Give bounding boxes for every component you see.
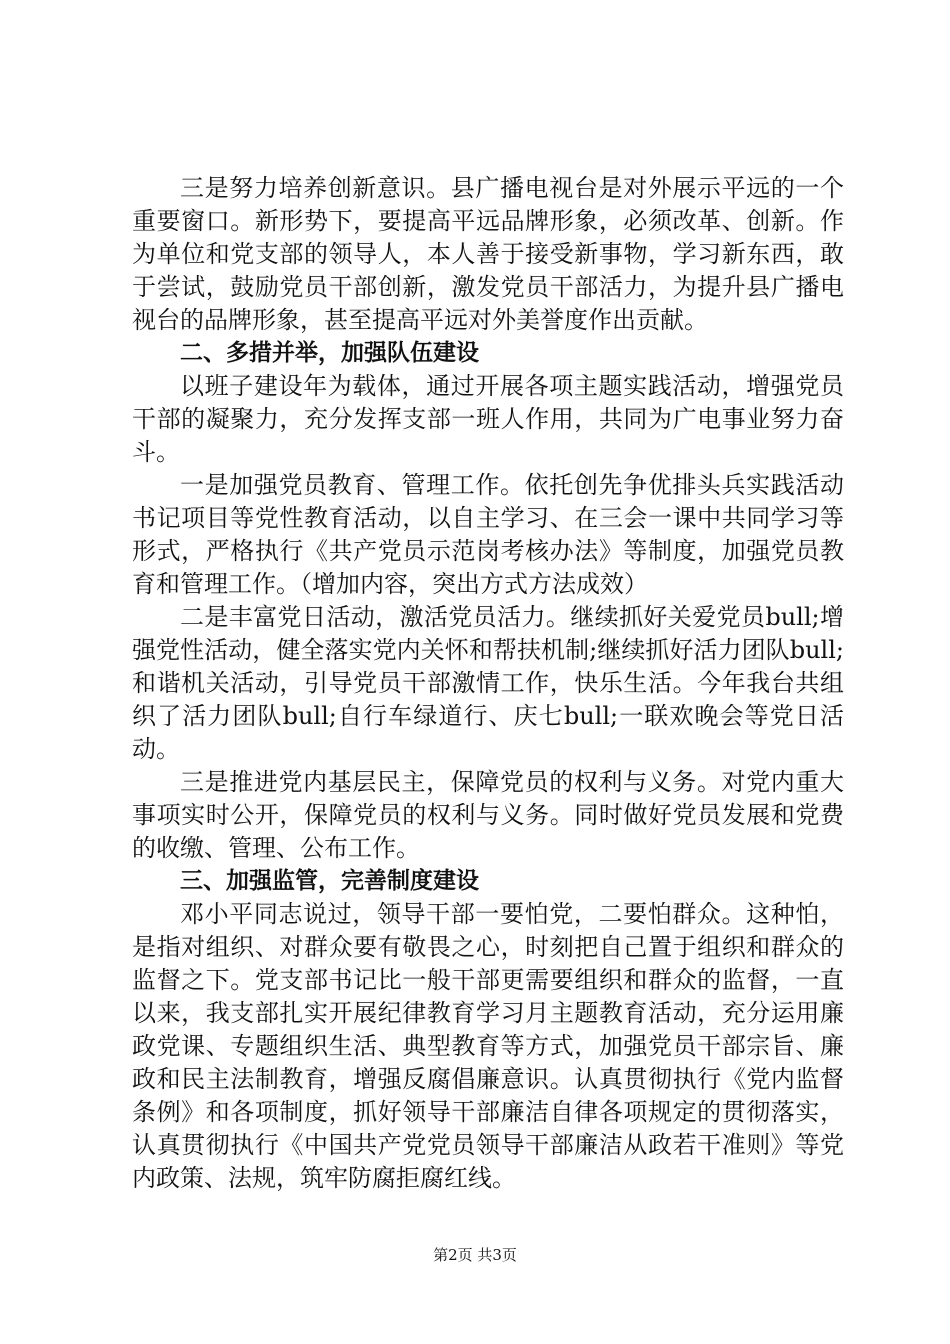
paragraph-team-intro: 以班子建设年为载体，通过开展各项主题实践活动，增强党员干部的凝聚力，充分发挥支部一班人作用，共同为广电事业努力奋斗。 bbox=[132, 372, 844, 466]
paragraph-democracy: 三是推进党内基层民主，保障党员的权利与义务。对党内重大事项实时公开，保障党员的权利与义务。同时做好党员发展和党费的收缴、管理、公布工作。 bbox=[132, 768, 844, 862]
page-number-footer: 第2页 共3页 bbox=[433, 1246, 517, 1264]
paragraph-member-education: 一是加强党员教育、管理工作。依托创先争优排头兵实践活动书记项目等党性教育活动，以自主学习、在三会一课中共同学习等形式，严格执行《共产党员示范岗考核办法》等制度，加强党员教育和管理工作。（增加内容，突出方式方法成效） bbox=[132, 471, 844, 598]
section-heading-supervision: 三、加强监管，完善制度建设 bbox=[180, 868, 479, 894]
paragraph-party-day: 二是丰富党日活动，激活党员活力。继续抓好关爱党员bull;增强党性活动，健全落实党内关怀和帮扶机制;继续抓好活力团队bull;和谐机关活动，引导党员干部激情工作，快乐生活。今年我台共组织了活力团队bull;自行车绿道行、庆七bull;一联欢晚会等党日活动。 bbox=[132, 603, 844, 763]
document-body bbox=[132, 172, 844, 1195]
paragraph-supervision: 邓小平同志说过，领导干部一要怕党，二要怕群众。这种怕，是指对组织、对群众要有敬畏之心，时刻把自己置于组织和群众的监督之下。党支部书记比一般干部更需要组织和群众的监督，一直以来，我支部扎实开展纪律教育学习月主题教育活动，充分运用廉政党课、专题组织生活、典型教育等方式，加强党员干部宗旨、廉政和民主法制教育，增强反腐倡廉意识。认真贯彻执行《党内监督条例》和各项制度，抓好领导干部廉洁自律各项规定的贯彻落实，认真贯彻执行《中国共产党党员领导干部廉洁从政若干准则》等党内政策、法规，筑牢防腐拒腐红线。 bbox=[132, 900, 844, 1192]
paragraph-innovation: 三是努力培养创新意识。县广播电视台是对外展示平远的一个重要窗口。新形势下，要提高平远品牌形象，必须改革、创新。作为单位和党支部的领导人，本人善于接受新事物，学习新东西，敢于尝试，鼓励党员干部创新，激发党员干部活力，为提升县广播电视台的品牌形象，甚至提高平远对外美誉度作出贡献。 bbox=[132, 174, 844, 334]
section-heading-team-building: 二、多措并举，加强队伍建设 bbox=[180, 340, 479, 366]
